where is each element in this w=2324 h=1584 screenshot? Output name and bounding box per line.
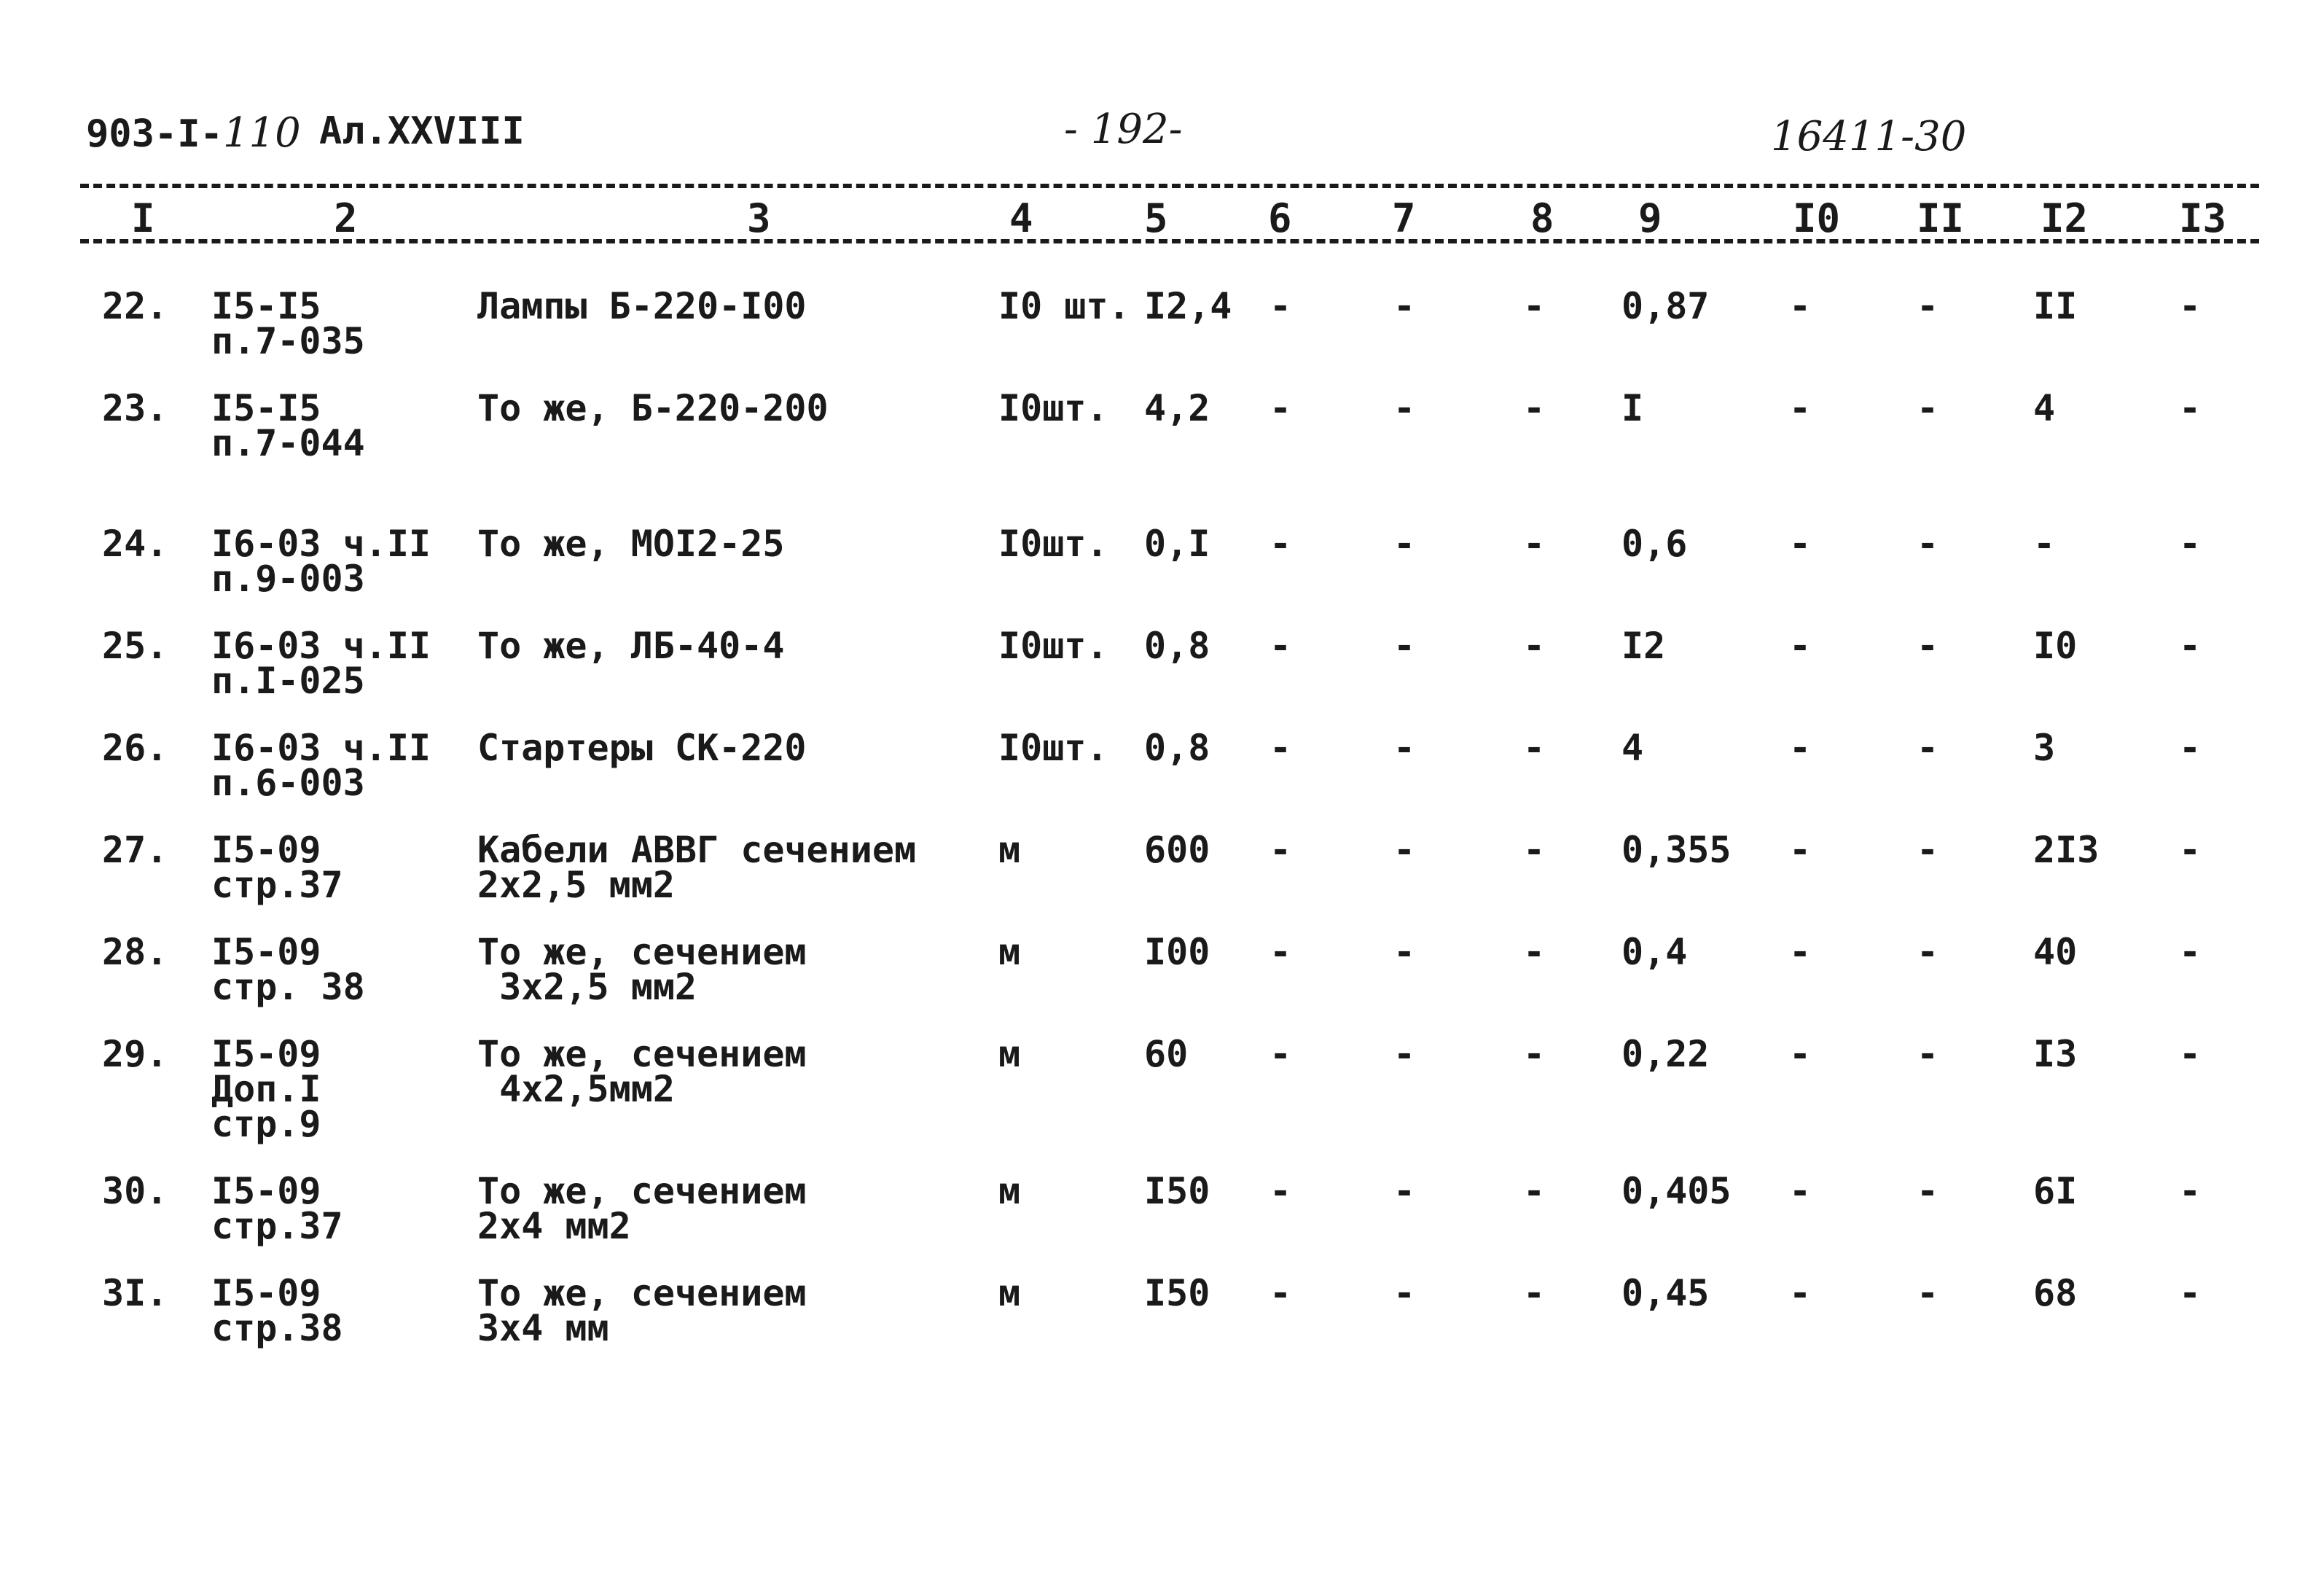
price-reference-line: стр.37 (211, 1205, 343, 1247)
unit: I0 шт. (998, 285, 1130, 327)
doc-code-handwritten: 110 (222, 109, 301, 157)
price-reference-line: I5-09 (211, 829, 321, 871)
row-number: 3I. (102, 1272, 168, 1314)
value-c6: - (1269, 727, 1292, 769)
price-reference-line: I5-09 (211, 1272, 321, 1314)
value-c13: - (2179, 1170, 2202, 1212)
work-description (477, 1272, 807, 1349)
row-number: 28. (102, 931, 168, 973)
column-number: 6 (1268, 195, 1292, 241)
value-c9: 0,355 (1621, 829, 1732, 871)
work-description (477, 727, 807, 769)
work-description (477, 285, 807, 327)
price-reference-line: I5-I5 (211, 285, 321, 327)
value-c13: - (2179, 1272, 2202, 1314)
work-description-line: То же, сечением (477, 931, 807, 973)
doc-code (86, 109, 301, 157)
work-description (477, 931, 807, 1008)
work-description-line: 2х4 мм2 (477, 1205, 631, 1247)
column-number: I (131, 195, 155, 241)
work-description-line: 2х2,5 мм2 (477, 864, 675, 906)
quantity: I50 (1144, 1272, 1210, 1314)
value-c6: - (1269, 829, 1292, 871)
doc-code-prefix: 903-I- (86, 112, 223, 156)
price-reference-line: стр.38 (211, 1307, 343, 1349)
value-c13: - (2179, 727, 2202, 769)
value-c11: - (1917, 1272, 1939, 1314)
value-c9: 0,6 (1621, 523, 1688, 565)
value-c8: - (1523, 625, 1546, 667)
unit: I0шт. (998, 727, 1108, 769)
work-description-line: Кабели АВВГ сечением (477, 829, 917, 871)
price-reference-line: стр.9 (211, 1103, 321, 1145)
column-number: 7 (1392, 195, 1416, 241)
price-reference-line: стр. 38 (211, 966, 365, 1008)
value-c11: - (1917, 1170, 1939, 1212)
value-c12: II (2033, 285, 2078, 327)
value-c6: - (1269, 387, 1292, 429)
column-number: I3 (2179, 195, 2227, 241)
row-number: 26. (102, 727, 168, 769)
value-c9: 4 (1621, 727, 1644, 769)
value-c7: - (1393, 387, 1416, 429)
column-number: 9 (1638, 195, 1662, 241)
column-number: II (1917, 195, 1965, 241)
price-reference (211, 1272, 343, 1349)
value-c7: - (1393, 1170, 1416, 1212)
price-reference-line: п.7-035 (211, 320, 365, 362)
value-c7: - (1393, 829, 1416, 871)
column-number: 8 (1530, 195, 1554, 241)
value-c13: - (2179, 931, 2202, 973)
value-c6: - (1269, 1272, 1292, 1314)
column-number: I2 (2041, 195, 2089, 241)
work-description-line: То же, сечением (477, 1272, 807, 1314)
value-c8: - (1523, 829, 1546, 871)
value-c10: - (1789, 1272, 1812, 1314)
price-reference (211, 931, 365, 1008)
value-c12: 4 (2033, 387, 2056, 429)
value-c11: - (1917, 1033, 1939, 1075)
work-description-line: 3х4 мм (477, 1307, 609, 1349)
price-reference-line: стр.37 (211, 864, 343, 906)
value-c11: - (1917, 727, 1939, 769)
price-reference (211, 829, 343, 906)
value-c7: - (1393, 523, 1416, 565)
column-number: 5 (1144, 195, 1168, 241)
price-reference (211, 1170, 343, 1247)
price-reference (211, 387, 365, 464)
price-reference-line: Доп.I (211, 1068, 321, 1110)
value-c7: - (1393, 931, 1416, 973)
value-c11: - (1917, 829, 1939, 871)
quantity: 0,8 (1144, 727, 1210, 769)
row-number: 23. (102, 387, 168, 429)
value-c10: - (1789, 1170, 1812, 1212)
value-c9: I2 (1621, 625, 1666, 667)
row-number: 27. (102, 829, 168, 871)
value-c6: - (1269, 931, 1292, 973)
quantity: 4,2 (1144, 387, 1210, 429)
value-c7: - (1393, 285, 1416, 327)
value-c8: - (1523, 1033, 1546, 1075)
row-number: 30. (102, 1170, 168, 1212)
work-description-line: То же, сечением (477, 1033, 807, 1075)
price-reference-line: I5-I5 (211, 387, 321, 429)
value-c10: - (1789, 931, 1812, 973)
unit: м (998, 829, 1021, 871)
work-description-line: 3х2,5 мм2 (477, 966, 697, 1008)
value-c12: I3 (2033, 1033, 2078, 1075)
value-c9: I (1621, 387, 1644, 429)
value-c10: - (1789, 829, 1812, 871)
value-c11: - (1917, 931, 1939, 973)
quantity: 60 (1144, 1033, 1189, 1075)
value-c12: - (2033, 523, 2056, 565)
quantity: I2,4 (1144, 285, 1232, 327)
column-number: I0 (1793, 195, 1841, 241)
price-reference-line: п.I-025 (211, 660, 365, 702)
value-c12: 3 (2033, 727, 2056, 769)
price-reference (211, 285, 365, 362)
price-reference (211, 625, 431, 702)
work-description (477, 1170, 807, 1247)
value-c12: I0 (2033, 625, 2078, 667)
unit: м (998, 1272, 1021, 1314)
value-c13: - (2179, 285, 2202, 327)
price-reference-line: п.9-003 (211, 558, 365, 600)
column-number: 2 (334, 195, 358, 241)
inventory-number: 16411-30 (1771, 113, 1967, 160)
price-reference-line: I6-03 ч.II (211, 727, 431, 769)
unit: м (998, 1170, 1021, 1212)
album-label: Ал.XXVIII (319, 109, 525, 153)
value-c13: - (2179, 523, 2202, 565)
row-number: 25. (102, 625, 168, 667)
value-c12: 6I (2033, 1170, 2078, 1212)
work-description (477, 625, 785, 667)
value-c9: 0,405 (1621, 1170, 1732, 1212)
value-c8: - (1523, 931, 1546, 973)
value-c7: - (1393, 1033, 1416, 1075)
column-number: 3 (747, 195, 771, 241)
unit: м (998, 1033, 1021, 1075)
row-number: 22. (102, 285, 168, 327)
value-c9: 0,22 (1621, 1033, 1710, 1075)
price-reference (211, 523, 431, 600)
value-c13: - (2179, 829, 2202, 871)
work-description-line: То же, МОI2-25 (477, 523, 785, 565)
price-reference-line: I6-03 ч.II (211, 523, 431, 565)
page-number: - 192- (1064, 106, 1183, 153)
work-description-line: То же, ЛБ-40-4 (477, 625, 785, 667)
value-c13: - (2179, 387, 2202, 429)
value-c10: - (1789, 387, 1812, 429)
value-c7: - (1393, 727, 1416, 769)
price-reference-line: п.6-003 (211, 762, 365, 804)
price-reference-line: I6-03 ч.II (211, 625, 431, 667)
price-reference-line: I5-09 (211, 1170, 321, 1212)
work-description-line: Стартеры СК-220 (477, 727, 807, 769)
value-c9: 0,4 (1621, 931, 1688, 973)
row-number: 29. (102, 1033, 168, 1075)
work-description (477, 829, 917, 906)
value-c6: - (1269, 285, 1292, 327)
quantity: 0,8 (1144, 625, 1210, 667)
price-reference-line: I5-09 (211, 931, 321, 973)
value-c7: - (1393, 625, 1416, 667)
work-description (477, 1033, 807, 1110)
value-c10: - (1789, 285, 1812, 327)
value-c8: - (1523, 387, 1546, 429)
value-c9: 0,45 (1621, 1272, 1710, 1314)
table-top-rule (80, 184, 2259, 188)
value-c9: 0,87 (1621, 285, 1710, 327)
quantity: I50 (1144, 1170, 1210, 1212)
value-c6: - (1269, 523, 1292, 565)
value-c11: - (1917, 285, 1939, 327)
value-c6: - (1269, 1170, 1292, 1212)
price-reference-line: п.7-044 (211, 422, 365, 464)
value-c6: - (1269, 625, 1292, 667)
value-c8: - (1523, 523, 1546, 565)
unit: I0шт. (998, 387, 1108, 429)
value-c8: - (1523, 1170, 1546, 1212)
work-description-line: Лампы Б-220-I00 (477, 285, 807, 327)
work-description-line: То же, Б-220-200 (477, 387, 829, 429)
row-number: 24. (102, 523, 168, 565)
value-c10: - (1789, 625, 1812, 667)
work-description (477, 387, 829, 429)
work-description-line: 4х2,5мм2 (477, 1068, 675, 1110)
value-c8: - (1523, 727, 1546, 769)
value-c8: - (1523, 285, 1546, 327)
unit: I0шт. (998, 625, 1108, 667)
value-c7: - (1393, 1272, 1416, 1314)
value-c10: - (1789, 1033, 1812, 1075)
column-number: 4 (1009, 195, 1033, 241)
price-reference-line: I5-09 (211, 1033, 321, 1075)
value-c12: 40 (2033, 931, 2078, 973)
value-c11: - (1917, 387, 1939, 429)
unit: I0шт. (998, 523, 1108, 565)
value-c11: - (1917, 625, 1939, 667)
value-c12: 2I3 (2033, 829, 2100, 871)
value-c13: - (2179, 625, 2202, 667)
value-c11: - (1917, 523, 1939, 565)
quantity: 600 (1144, 829, 1210, 871)
value-c13: - (2179, 1033, 2202, 1075)
value-c10: - (1789, 727, 1812, 769)
unit: м (998, 931, 1021, 973)
value-c12: 68 (2033, 1272, 2078, 1314)
quantity: 0,I (1144, 523, 1210, 565)
quantity: I00 (1144, 931, 1210, 973)
work-description-line: То же, сечением (477, 1170, 807, 1212)
price-reference (211, 1033, 321, 1145)
work-description (477, 523, 785, 565)
value-c6: - (1269, 1033, 1292, 1075)
price-reference (211, 727, 431, 804)
value-c8: - (1523, 1272, 1546, 1314)
value-c10: - (1789, 523, 1812, 565)
